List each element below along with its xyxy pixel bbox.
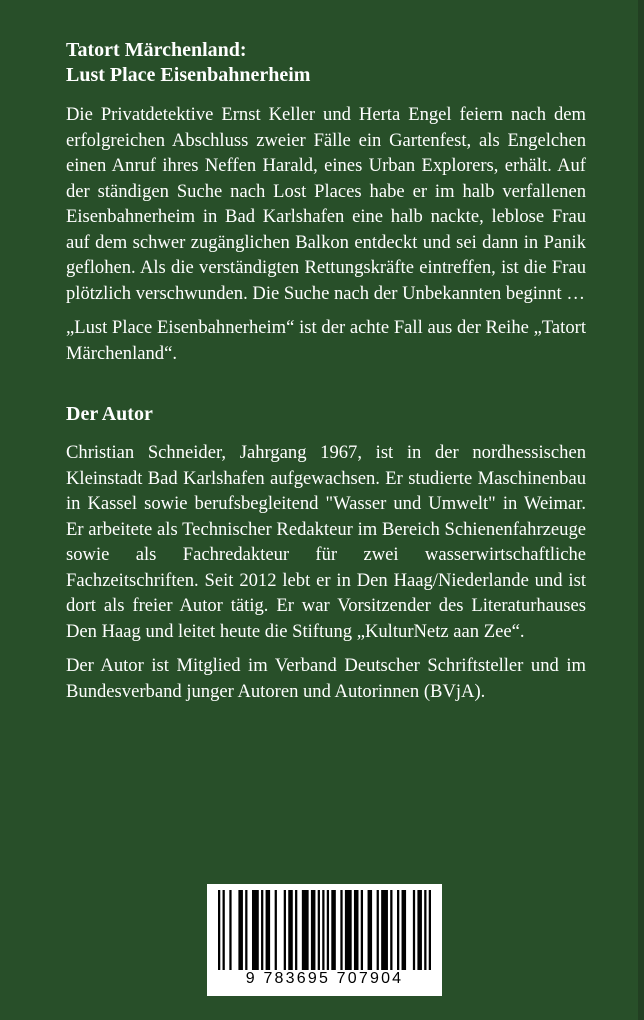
barcode-bar [295, 890, 297, 970]
barcode-bar [429, 890, 431, 970]
barcode-bars [218, 890, 431, 970]
barcode-bar [354, 890, 359, 970]
barcode-bar [311, 890, 316, 970]
cover-text [66, 38, 586, 704]
author-membership: Der Autor ist Mitglied im Verband Deutscher Schriftsteller und im Bundesverband junger Autoren und Autorinnen (BVjA). [66, 655, 586, 702]
barcode-number: 9 783695 707904 [245, 970, 404, 987]
barcode-bar [229, 890, 231, 970]
spine-edge [638, 0, 644, 1020]
author-heading: Der Autor [66, 403, 153, 425]
barcode-bar [331, 890, 336, 970]
barcode-bar [381, 890, 388, 970]
barcode-bar [368, 890, 373, 970]
barcode-bar [397, 890, 399, 970]
barcode-bar [413, 890, 415, 970]
title-line-1: Tatort Märchenland: [66, 39, 247, 61]
barcode-bar [340, 890, 342, 970]
barcode-bar [284, 890, 286, 970]
barcode-bar [288, 890, 293, 970]
barcode-bar [377, 890, 379, 970]
book-title [66, 38, 586, 88]
barcode-bar [322, 890, 324, 970]
isbn-barcode [207, 884, 442, 996]
blurb-paragraph: Die Privatdetektive Ernst Keller und Herta Engel feiern nach dem erfolgreichen Abschluss zweier Fälle ein Gartenfest, als Engelchen einen Anruf ihres Neffen Harald, eines Urban Explorers, erhält. Auf der ständigen Suche nach Lost Places habe er im halb verfallenen Eisenbahnerheim in Bad Karlshafen eine halb nackte, leblose Frau auf dem schwer zugänglichen Balkon entdeckt und sei dann in Panik geflohen. Als die verständigten Rettungskräfte eintreffen, ist die Frau plötzlich verschwunden. Die Suche nach der Unbekannten beginnt … [66, 104, 586, 304]
barcode-bar [218, 890, 220, 970]
author-bio: Christian Schneider, Jahrgang 1967, ist in der nordhessischen Kleinstadt Bad Karlshafen aufgewachsen. Er studierte Maschinenbau in Kassel sowie berufsbegleitend "Wasser und Umwelt" in Weimar. Er arbeitete als Technischer Redakteur im Bereich Schienenfahrzeuge sowie als Fachredakteur für zwei wasserwirtschaftliche Fachzeitschriften. Seit 2012 lebt er in Den Haag/Niederlande und ist dort als freier Autor tätig. Er war Vorsitzender des Literaturhauses Den Haag und leitet heute die Stiftung „KulturNetz aan Zee“. [66, 442, 586, 642]
barcode-bar [402, 890, 407, 970]
barcode-bar [327, 890, 329, 970]
barcode-bar [390, 890, 392, 970]
barcode-bar [345, 890, 352, 970]
barcode-bar [361, 890, 363, 970]
barcode-bar [266, 890, 271, 970]
barcode-bar [238, 890, 243, 970]
barcode-bar [252, 890, 259, 970]
barcode-bar [261, 890, 263, 970]
barcode-bar [318, 890, 320, 970]
barcode-bar [302, 890, 309, 970]
title-line-2: Lust Place Eisenbahnerheim [66, 64, 311, 86]
barcode-bar [424, 890, 426, 970]
barcode-bar [275, 890, 277, 970]
barcode-bar [223, 890, 225, 970]
series-note: „Lust Place Eisenbahnerheim“ ist der achte Fall aus der Reihe „Tatort Märchenland“. [66, 317, 586, 364]
barcode-bar [417, 890, 422, 970]
barcode-bar [245, 890, 247, 970]
